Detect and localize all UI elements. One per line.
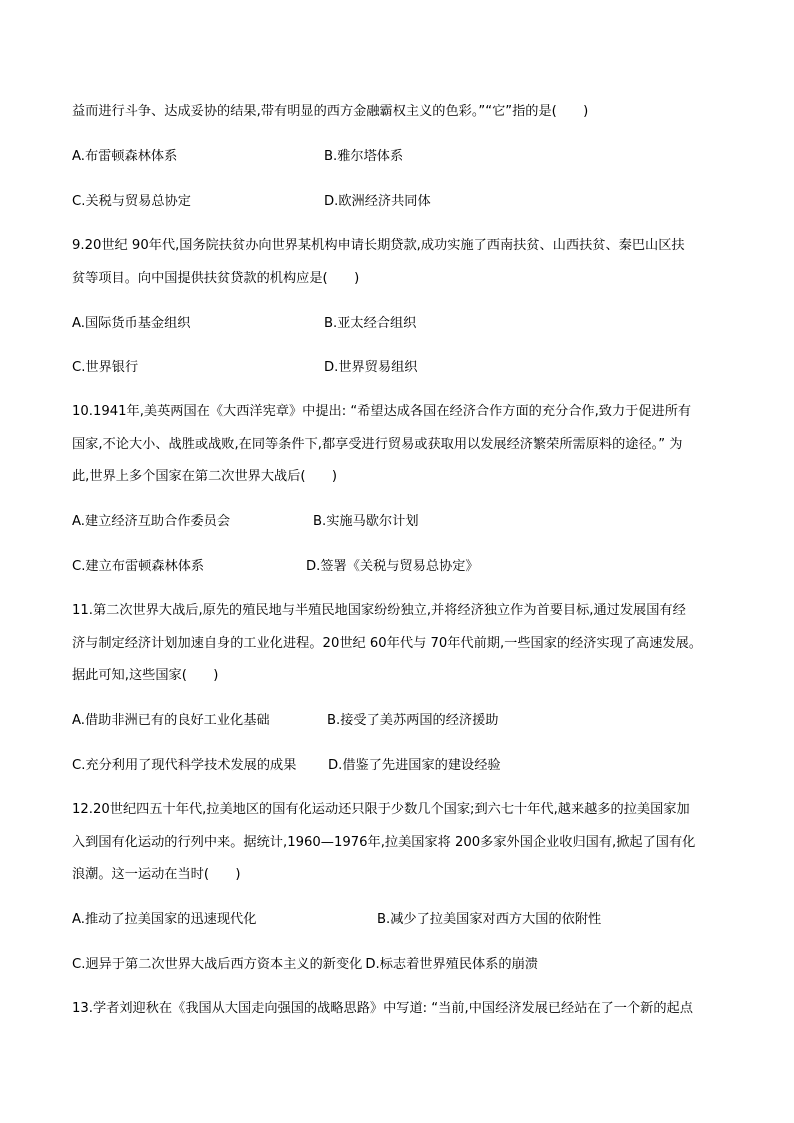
q10-option-c: C.建立布雷顿森林体系 — [72, 559, 205, 574]
q9-option-a: A.国际货币基金组织 — [72, 316, 191, 331]
q11-stem-line-1: 11.第二次世界大战后,原先的殖民地与半殖民地国家纷纷独立,并将经济独立作为首要目标,通过发展国有经 — [72, 603, 686, 618]
q8-option-c: C.关税与贸易总协定 — [72, 194, 191, 209]
q10-stem-line-1: 10.1941年,美英两国在《大西洋宪章》中提出: “希望达成各国在经济合作方面的充分合作,致力于促进所有 — [72, 404, 692, 419]
q10-option-a: A.建立经济互助合作委员会 — [72, 514, 231, 529]
q11-option-d: D.借鉴了先进国家的建设经验 — [328, 758, 501, 773]
q12-option-d: D.标志着世界殖民体系的崩溃 — [365, 957, 538, 972]
q11-option-a: A.借助非洲已有的良好工业化基础 — [72, 713, 270, 728]
q8-option-a: A.布雷顿森林体系 — [72, 149, 178, 164]
q10-stem-line-3: 此,世界上多个国家在第二次世界大战后( ) — [72, 469, 338, 484]
q8-stem-line-1: 益而进行斗争、达成妥协的结果,带有明显的西方金融霸权主义的色彩。”“它”指的是( ) — [72, 104, 589, 119]
q9-option-b: B.亚太经合组织 — [324, 316, 417, 331]
q10-stem-line-2: 国家,不论大小、战胜或战败,在同等条件下,都享受进行贸易或获取用以发展经济繁荣所需原料的途径。” 为 — [72, 437, 683, 452]
q12-stem-line-3: 浪潮。这一运动在当时( ) — [72, 867, 241, 882]
q12-stem-line-2: 入到国有化运动的行列中来。据统计,1960—1976年,拉美国家将 200多家外国企业收归国有,掀起了国有化 — [72, 835, 696, 850]
q8-option-b: B.雅尔塔体系 — [324, 149, 404, 164]
q10-option-d: D.签署《关税与贸易总协定》 — [306, 559, 479, 574]
q9-stem-line-2: 贫等项目。向中国提供扶贫贷款的机构应是( ) — [72, 271, 360, 286]
q9-option-c: C.世界银行 — [72, 360, 139, 375]
q11-stem-line-2: 济与制定经济计划加速自身的工业化进程。20世纪 60年代与 70年代前期,一些国家的经济实现了高速发展。 — [72, 636, 702, 651]
q12-option-a: A.推动了拉美国家的迅速现代化 — [72, 912, 257, 927]
q8-option-d: D.欧洲经济共同体 — [324, 194, 431, 209]
q11-stem-line-3: 据此可知,这些国家( ) — [72, 668, 219, 683]
q12-option-c-d — [72, 955, 538, 975]
q12-stem-line-1: 12.20世纪四五十年代,拉美地区的国有化运动还只限于少数几个国家;到六七十年代,越来越多的拉美国家加 — [72, 802, 690, 817]
q9-option-d: D.世界贸易组织 — [324, 360, 418, 375]
q10-option-b: B.实施马歇尔计划 — [313, 514, 419, 529]
q13-stem-line-1: 13.学者刘迎秋在《我国从大国走向强国的战略思路》中写道: “当前,中国经济发展已经站在了一个新的起点 — [72, 1001, 693, 1016]
q11-option-b: B.接受了美苏两国的经济援助 — [327, 713, 499, 728]
q12-option-c: C.迥异于第二次世界大战后西方资本主义的新变化 — [72, 957, 363, 972]
q11-option-c: C.充分利用了现代科学技术发展的成果 — [72, 758, 297, 773]
q12-option-b: B.减少了拉美国家对西方大国的依附性 — [377, 912, 602, 927]
q9-stem-line-1: 9.20世纪 90年代,国务院扶贫办向世界某机构申请长期贷款,成功实施了西南扶贫、山西扶贫、秦巴山区扶 — [72, 238, 685, 253]
